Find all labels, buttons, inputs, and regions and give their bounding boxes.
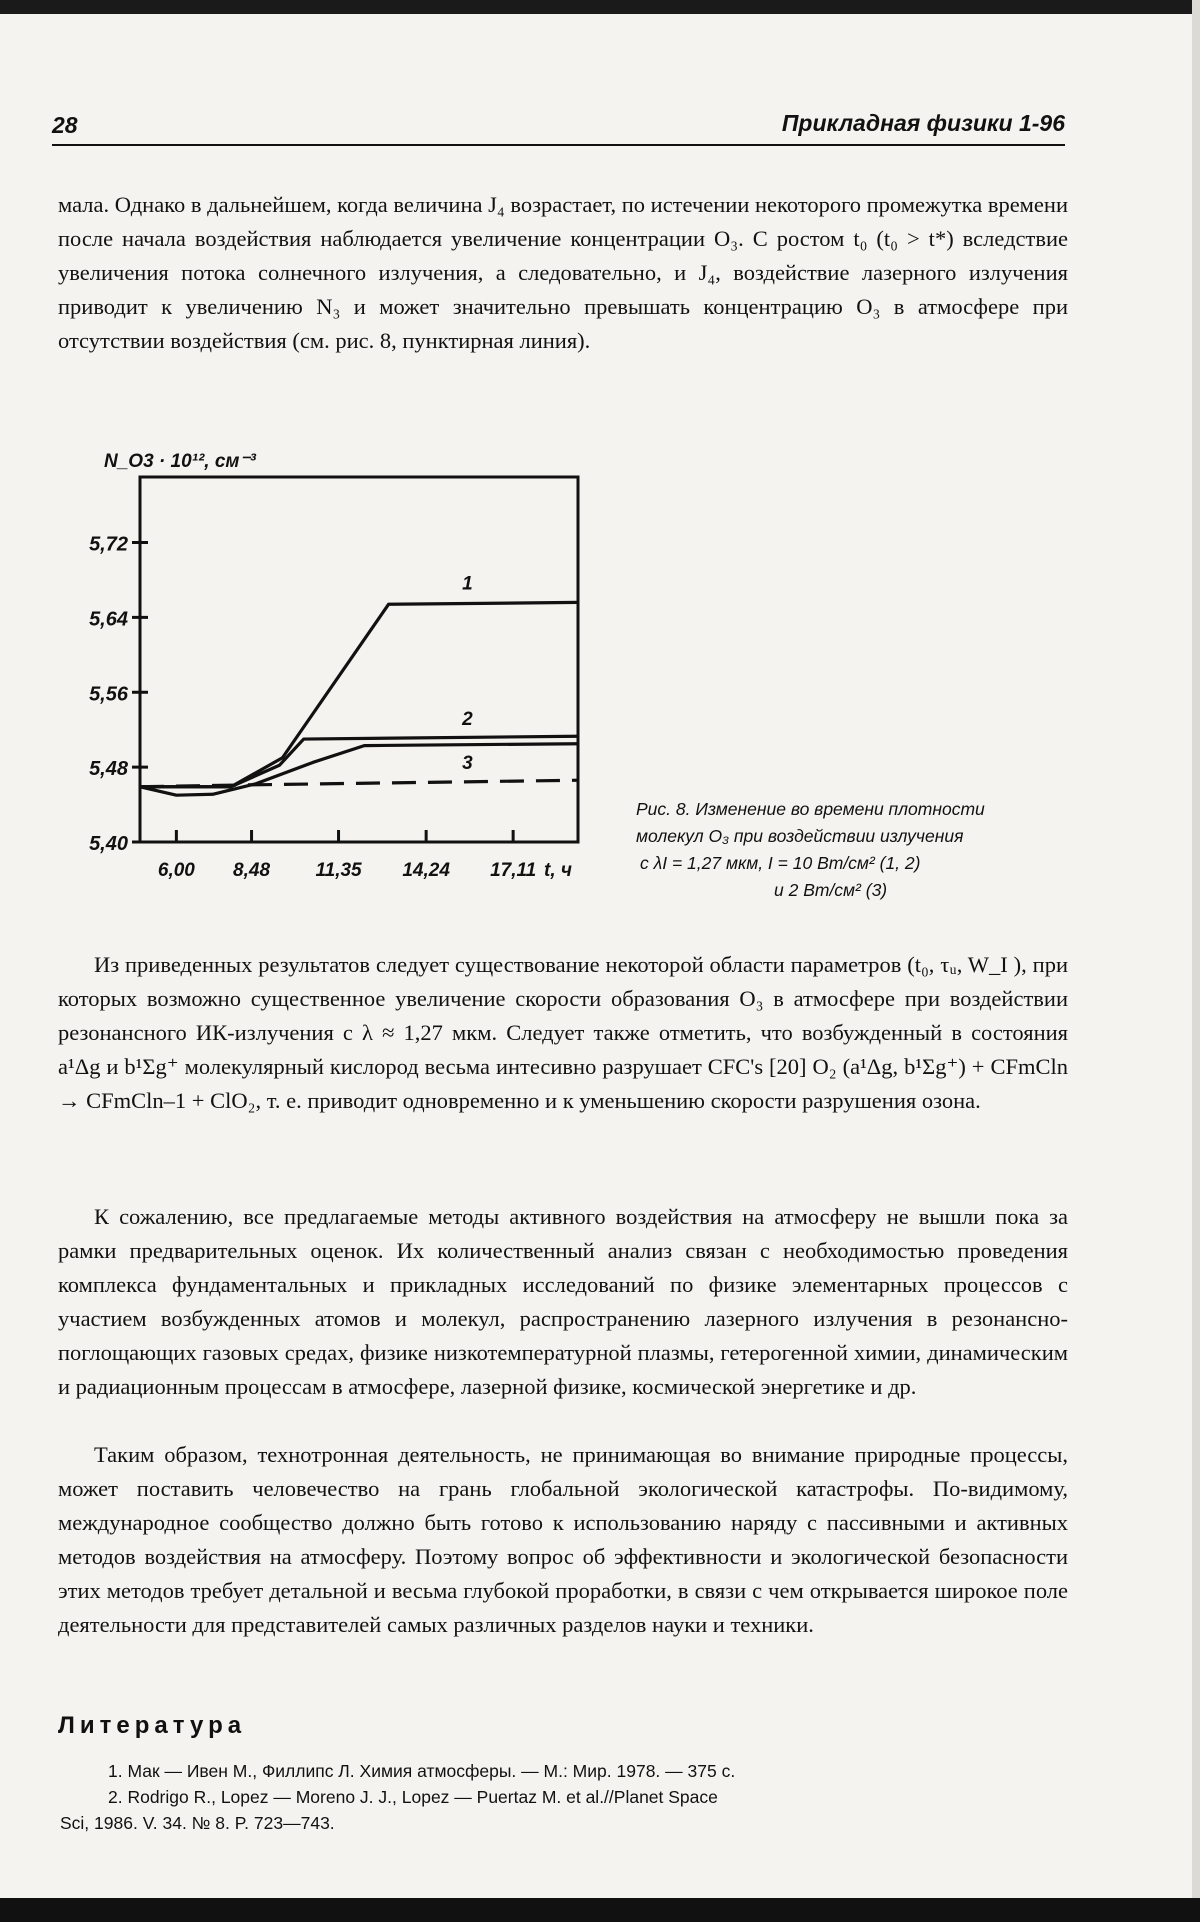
y-axis-label: N_O3 · 10¹², см⁻³ — [104, 451, 256, 472]
paragraph-2: Из приведенных результатов следует существование некоторой области параметров (t₀, τᵤ, W_I ), при которых возможно существенное увеличение скорости образования O₃ в атмосфере при воздействии резонансного ИК-излучения с λ ≈ 1,27 мкм. Следует также отметить, что возбужденный в состояния a¹Δg и b¹Σg⁺ молекулярный кислород весьма интесивно разрушает CFC's [20] O₂ (a¹Δg, b¹Σg⁺) + CFmCln → CFmCln–1 + ClO₂, т. е. приводит одновременно и к уменьшению скорости разрушения озона. — [58, 952, 1068, 1113]
x-tick-label: 14,24 — [402, 860, 450, 881]
x-axis-label: t, ч — [544, 860, 572, 881]
page-header — [52, 108, 1065, 146]
y-tick-label: 5,48 — [89, 758, 128, 781]
y-tick-label: 5,56 — [89, 683, 128, 706]
y-tick-label: 5,72 — [89, 533, 128, 556]
reference-1: 1. Мак — Ивен М., Филлипс Л. Химия атмосферы. — М.: Мир. 1978. — 375 с. — [108, 1761, 736, 1781]
paragraph-3: К сожалению, все предлагаемые методы активного воздействия на атмосферу не вышли пока за рамки предварительных оценок. Их количественный анализ связан с необходимостью проведения комплекса фундаментальных и прикладных исследований по физике элементарных процессов с участием возбужденных атомов и молекул, распространению лазерного излучения в резонансно-поглощающих газовых средах, физике низкотемпературной плазмы, гетерогенной химии, динамическим и радиационным процессам в атмосфере, лазерной физике, космической энергетике и др. — [58, 1204, 1068, 1399]
curve-label: 2 — [462, 709, 473, 731]
x-tick-label: 8,48 — [233, 860, 271, 881]
page-number: 28 — [52, 112, 78, 138]
journal-title: Прикладная физики 1-96 — [781, 110, 1065, 136]
scan-top-edge — [0, 0, 1200, 14]
y-tick-label: 5,40 — [89, 833, 128, 855]
references-heading: Литература — [58, 1712, 247, 1739]
x-tick-label: 6,00 — [157, 860, 195, 881]
figure-caption — [636, 796, 1076, 904]
caption-line-2: молекул O₃ при воздействии излучения — [636, 826, 964, 846]
ozone-density-chart — [50, 432, 610, 882]
reference-2-continued: Sci, 1986. V. 34. № 8. P. 723—743. — [60, 1813, 335, 1833]
scan-right-edge — [1192, 0, 1200, 1922]
curve-label: 3 — [462, 753, 473, 774]
y-tick-label: 5,64 — [89, 608, 128, 631]
scan-bottom-edge — [0, 1898, 1200, 1922]
paragraph-1: мала. Однако в дальнейшем, когда величина J₄ возрастает, по истечении некоторого промежутка времени после начала воздействия наблюдается увеличение концентрации O₃. С ростом t₀ (t₀ > t*) вследствие увеличения потока солнечного излучения, а следовательно, и J₄, воздействие лазерного излучения приводит к увеличению N₃ и может значительно превышать концентрацию O₃ в атмосфере при отсутствии воздействия (см. рис. 8, пунктирная линия). — [58, 192, 1068, 353]
curve-label: 1 — [462, 573, 473, 595]
caption-line-4: и 2 Вт/см² (3) — [774, 880, 888, 900]
x-tick-label: 11,35 — [315, 860, 362, 881]
figure-8 — [50, 432, 610, 882]
paragraph-4: Таким образом, технотронная деятельность, не принимающая во внимание природные процессы, может поставить человечество на грань глобальной экологической катастрофы. По-видимому, международное сообщество должно быть готово к использованию наряду с пассивными и активных методов воздействия на атмосферу. Поэтому вопрос об эффективности и экологической безопасности этих методов требует детальной и весьма глубокой проработки, в связи с чем открывается широкое поле деятельности для представителей самых различных разделов науки и техники. — [58, 1442, 1068, 1637]
series-line-1 — [140, 602, 578, 786]
x-tick-label: 17,11 — [490, 860, 537, 881]
reference-2: 2. Rodrigo R., Lopez — Moreno J. J., Lopez — Puertaz M. et al.//Planet Space — [108, 1787, 718, 1807]
caption-line-1: Рис. 8. Изменение во времени плотности — [636, 799, 985, 819]
caption-line-3: с λI = 1,27 мкм, I = 10 Вт/см² (1, 2) — [640, 853, 921, 873]
